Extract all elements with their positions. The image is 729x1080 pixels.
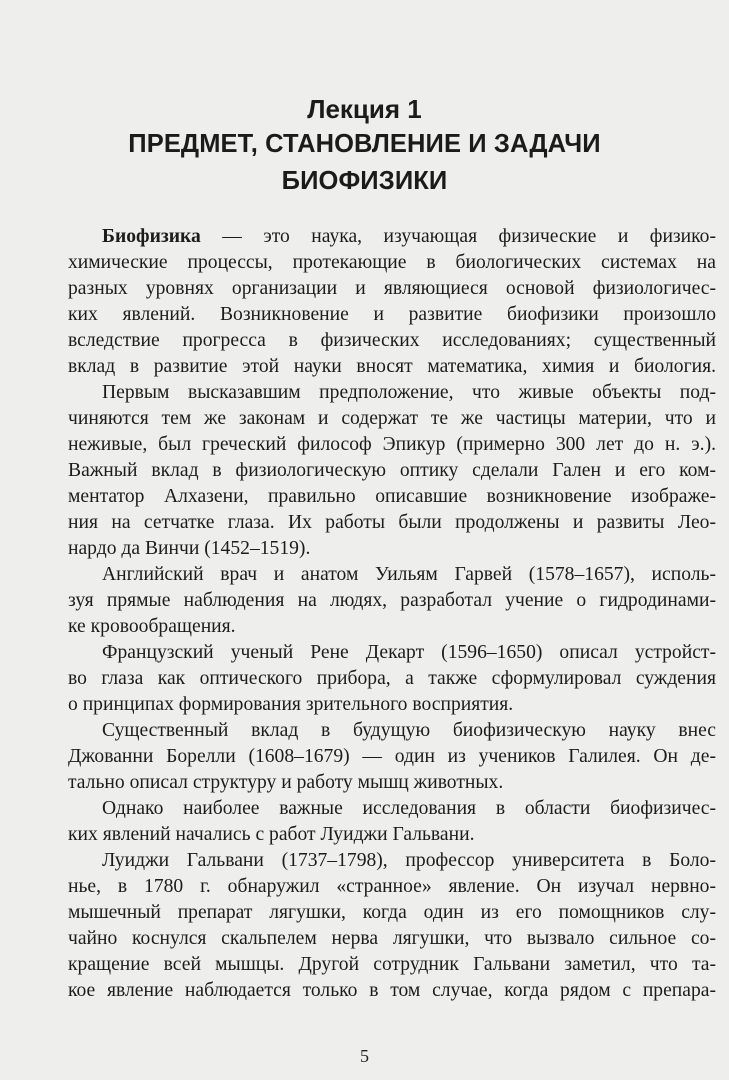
text-line: неживые, был греческий философ Эпикур (примерно 300 лет до н. э.). xyxy=(68,434,716,455)
text-line: Существенный вклад в будущую биофизическую науку внес xyxy=(102,720,716,741)
lecture-title-line-2: БИОФИЗИКИ xyxy=(281,167,448,195)
page-number: 5 xyxy=(360,1046,369,1066)
text-line: Однако наиболее важные исследования в области биофизичес- xyxy=(102,798,716,819)
paragraph-2 xyxy=(68,380,716,562)
body-text xyxy=(68,224,716,1004)
text-line: зуя прямые наблюдения на людях, разработал учение о гидродинами- xyxy=(68,590,716,611)
paragraph-6 xyxy=(68,796,716,848)
lecture-title-line-1: ПРЕДМЕТ, СТАНОВЛЕНИЕ И ЗАДАЧИ xyxy=(128,130,601,158)
text-line-rest: — это наука, изучающая физические и физико- xyxy=(200,226,716,247)
text-line: ких явлений. Возникновение и развитие биофизики произошло xyxy=(68,304,716,325)
paragraph-1 xyxy=(68,224,716,380)
text-line: химические процессы, протекающие в биологических системах на xyxy=(68,252,716,273)
text-line: кращение всей мышцы. Другой сотрудник Гальвани заметил, что та- xyxy=(68,954,716,975)
paragraph-4 xyxy=(68,640,716,718)
text-line: Луиджи Гальвани (1737–1798), профессор университета в Боло- xyxy=(102,850,716,871)
text-line: ния на сетчатке глаза. Их работы были продолжены и развиты Лео- xyxy=(68,512,716,533)
text-line: Джованни Борелли (1608–1679) — один из учеников Галилея. Он де- xyxy=(68,746,716,767)
text-line: во глаза как оптического прибора, а также сформулировал суждения xyxy=(68,668,716,689)
text-line: ментатор Алхазени, правильно описавшие возникновение изображе- xyxy=(68,486,716,507)
text-line: вследствие прогресса в физических исследованиях; существенный xyxy=(68,330,716,351)
lecture-number: Лекция 1 xyxy=(307,94,422,124)
text-line: кое явление наблюдается только в том случае, когда рядом с препара- xyxy=(68,980,716,1001)
text-line: нардо да Винчи (1452–1519). xyxy=(68,538,311,559)
text-line: тально описал структуру и работу мышц животных. xyxy=(68,772,504,793)
text-line: Важный вклад в физиологическую оптику сделали Гален и его ком- xyxy=(68,460,716,481)
text-line: вклад в развитие этой науки вносят математика, химия и биология. xyxy=(68,356,716,377)
text-line: разных уровнях организации и являющиеся основой физиологичес- xyxy=(68,278,716,299)
text-line: ке кровообращения. xyxy=(68,616,236,637)
text-line: Французский ученый Рене Декарт (1596–1650) описал устройст- xyxy=(102,642,716,663)
term-biophysics: Биофизика xyxy=(102,226,201,247)
text-line: нье, в 1780 г. обнаружил «странное» явление. Он изучал нервно- xyxy=(68,876,716,897)
text-line: ких явлений начались с работ Луиджи Гальвани. xyxy=(68,824,475,845)
lecture-heading xyxy=(40,92,689,200)
text-line: чиняются тем же законам и содержат те же частицы материи, что и xyxy=(68,408,716,429)
text-line: мышечный препарат лягушки, когда один из его помощников слу- xyxy=(68,902,716,923)
text-line: Английский врач и анатом Уильям Гарвей (1578–1657), исполь- xyxy=(102,564,716,585)
text-line xyxy=(68,224,716,250)
text-line: чайно коснулся скальпелем нерва лягушки, что вызвало сильное со- xyxy=(68,928,716,949)
paragraph-3 xyxy=(68,562,716,640)
text-line: о принципах формирования зрительного восприятия. xyxy=(68,694,514,715)
text-line: Первым высказавшим предположение, что живые объекты под- xyxy=(102,382,716,403)
paragraph-5 xyxy=(68,718,716,796)
paragraph-7 xyxy=(68,848,716,1004)
